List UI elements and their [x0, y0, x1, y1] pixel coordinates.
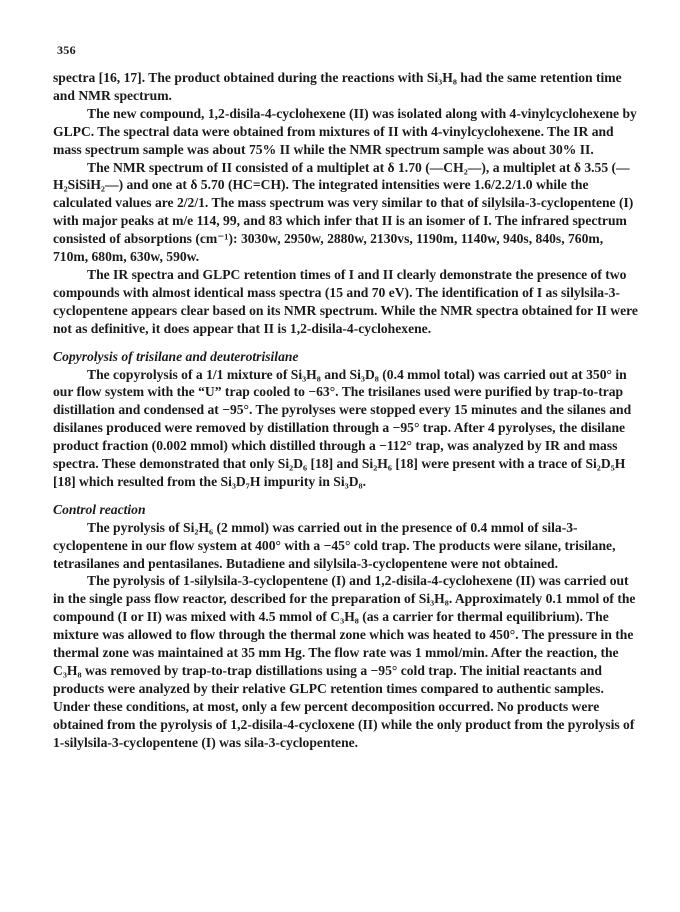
paragraph: The copyrolysis of a 1/1 mixture of Si₃H₈ and Si₃D₈ (0.4 mmol total) was carried out at 350° in our flow system with the “U” trap cooled to −63°. The trisilanes used were purified by trap-to-trap distillation and condensed at −95°. The pyrolyses were stopped every 15 minutes and the silanes and disilanes produced were removed by distillation through a −95° trap. After 4 pyrolyses, the disilane product fraction (0.002 mmol) which distilled through a −112° trap, was analyzed by IR and mass spectra. These demonstrated that only Si₂D₆ [18] and Si₂H₆ [18] were present with a trace of Si₂D₅H [18] which resulted from the Si₃D₇H impurity in Si₃D₈. — [53, 366, 632, 489]
section-heading-control-reaction: Control reaction — [53, 501, 146, 517]
paragraph: The pyrolysis of Si₂H₆ (2 mmol) was carried out in the presence of 0.4 mmol of sila-3-cyclopentene in our flow system at 400° with a −45° cold trap. The products were silane, trisilane, tetrasilanes and pentasilanes. Butadiene and silylsila-3-cyclopentene were not obtained. — [53, 519, 616, 571]
paragraph: spectra [16, 17]. The product obtained during the reactions with Si₃H₈ had the same retention time and NMR spectrum. — [53, 70, 622, 103]
paragraph: The IR spectra and GLPC retention times of I and II clearly demonstrate the presence of two compounds with almost identical mass spectra (15 and 70 eV). The identification of I as silylsila-3-cyclopentene appears clear based on its NMR spectrum. While the NMR spectra obtained for II were not as definitive, it does appear that II is 1,2-disila-4-cyclohexene. — [53, 266, 638, 336]
paragraph: The new compound, 1,2-disila-4-cyclohexene (II) was isolated along with 4-vinylcyclohexene by GLPC. The spectral data were obtained from mixtures of II with 4-vinylcyclohexene. The IR and mass spectrum sample was about 75% II while the NMR spectrum sample was about 30% II. — [53, 105, 637, 157]
article-body — [53, 69, 638, 752]
section-heading-copyrolysis: Copyrolysis of trisilane and deuterotrisilane — [53, 348, 299, 364]
paragraph: The NMR spectrum of II consisted of a multiplet at δ 1.70 (—CH₂—), a multiplet at δ 3.55 (—H₂SiSiH₂—) and one at δ 5.70 (HC=CH). The integrated intensities were 1.6/2.2/1.0 while the calculated values are 2/2/1. The mass spectrum was very similar to that of silylsila-3-cyclopentene (I) with major peaks at m/e 114, 99, and 83 which infer that II is an isomer of I. The infrared spectrum consisted of absorptions (cm⁻¹): 3030w, 2950w, 2880w, 2130vs, 1190m, 1140w, 940s, 840s, 760m, 710m, 680m, 630w, 590w. — [53, 159, 634, 265]
paragraph: The pyrolysis of 1-silylsila-3-cyclopentene (I) and 1,2-disila-4-cyclohexene (II) was carried out in the single pass flow reactor, described for the preparation of Si₃H₈. Approximately 0.1 mmol of the compound (I or II) was mixed with 4.5 mmol of C₃H₈ (as a carrier for thermal equilibrium). The mixture was allowed to flow through the thermal zone which was heated to 450°. The pressure in the thermal zone was maintained at 35 mm Hg. The flow rate was 1 mmol/min. After the reaction, the C₃H₈ was removed by trap-to-trap distillations using a −95° cold trap. The initial reactants and products were analyzed by their relative GLPC retention times compared to authentic samples. Under these conditions, at most, only a few percent decomposition occurred. No products were obtained from the pyrolysis of 1,2-disila-4-cycloxene (II) while the only product from the pyrolysis of 1-silylsila-3-cyclopentene (I) was sila-3-cyclopentene. — [53, 573, 636, 750]
page-number: 356 — [57, 43, 76, 57]
